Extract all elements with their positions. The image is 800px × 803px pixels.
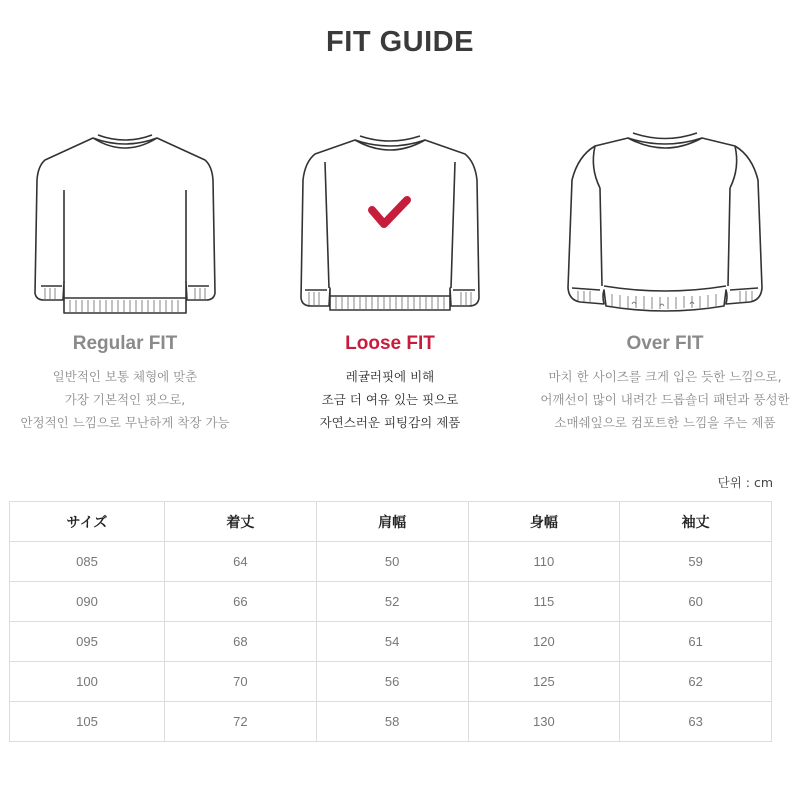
table-row — [10, 622, 772, 662]
cell-chest: 115 — [468, 582, 620, 622]
header-chest: 身幅 — [468, 502, 620, 542]
check-icon — [372, 200, 407, 224]
fit-name-over: Over FIT — [626, 333, 704, 354]
size-table — [9, 501, 772, 742]
header-sleeve: 袖丈 — [620, 502, 772, 542]
header-size: サイズ — [10, 502, 165, 542]
cell-shoulder: 50 — [316, 542, 468, 582]
cell-length: 64 — [165, 542, 317, 582]
cell-length: 70 — [165, 662, 317, 702]
header-shoulder: 肩幅 — [316, 502, 468, 542]
fit-desc-loose: 레귤러핏에 비해 조금 더 여유 있는 핏으로 자연스러운 피팅감의 제품 — [319, 369, 461, 430]
page-title: FIT GUIDE — [326, 26, 474, 58]
fit-over — [540, 118, 790, 434]
over-sweatshirt-icon — [540, 118, 790, 323]
cell-shoulder: 54 — [316, 622, 468, 662]
cell-sleeve: 61 — [620, 622, 772, 662]
fit-desc-over: 마치 한 사이즈를 크게 입은 듯한 느낌으로, 어깨선이 많이 내려간 드롭숄더 패턴과 풍성한 소매쉐잎으로 컴포트한 느낌을 주는 제품 — [540, 369, 790, 430]
cell-size: 085 — [10, 542, 165, 582]
fit-name-loose: Loose FIT — [345, 333, 435, 354]
cell-shoulder: 58 — [316, 702, 468, 742]
fit-regular — [0, 118, 250, 434]
cell-chest: 110 — [468, 542, 620, 582]
table-row — [10, 542, 772, 582]
cell-chest: 130 — [468, 702, 620, 742]
fit-name-regular: Regular FIT — [72, 333, 178, 354]
cell-chest: 120 — [468, 622, 620, 662]
loose-sweatshirt-icon — [265, 118, 515, 323]
cell-length: 72 — [165, 702, 317, 742]
cell-size: 100 — [10, 662, 165, 702]
cell-sleeve: 63 — [620, 702, 772, 742]
cell-shoulder: 52 — [316, 582, 468, 622]
cell-size: 105 — [10, 702, 165, 742]
regular-sweatshirt-icon — [0, 118, 250, 323]
cell-sleeve: 60 — [620, 582, 772, 622]
table-row — [10, 662, 772, 702]
table-row — [10, 702, 772, 742]
cell-length: 66 — [165, 582, 317, 622]
cell-length: 68 — [165, 622, 317, 662]
cell-chest: 125 — [468, 662, 620, 702]
cell-size: 095 — [10, 622, 165, 662]
table-header-row — [10, 502, 772, 542]
cell-sleeve: 59 — [620, 542, 772, 582]
cell-shoulder: 56 — [316, 662, 468, 702]
fit-desc-regular: 일반적인 보통 체형에 맞춘 가장 기본적인 핏으로, 안정적인 느낌으로 무난하게 착장 가능 — [20, 369, 230, 430]
table-row — [10, 582, 772, 622]
cell-sleeve: 62 — [620, 662, 772, 702]
fit-loose — [265, 118, 515, 434]
header-length: 着丈 — [165, 502, 317, 542]
unit-label: 단위 : cm — [717, 475, 773, 490]
cell-size: 090 — [10, 582, 165, 622]
